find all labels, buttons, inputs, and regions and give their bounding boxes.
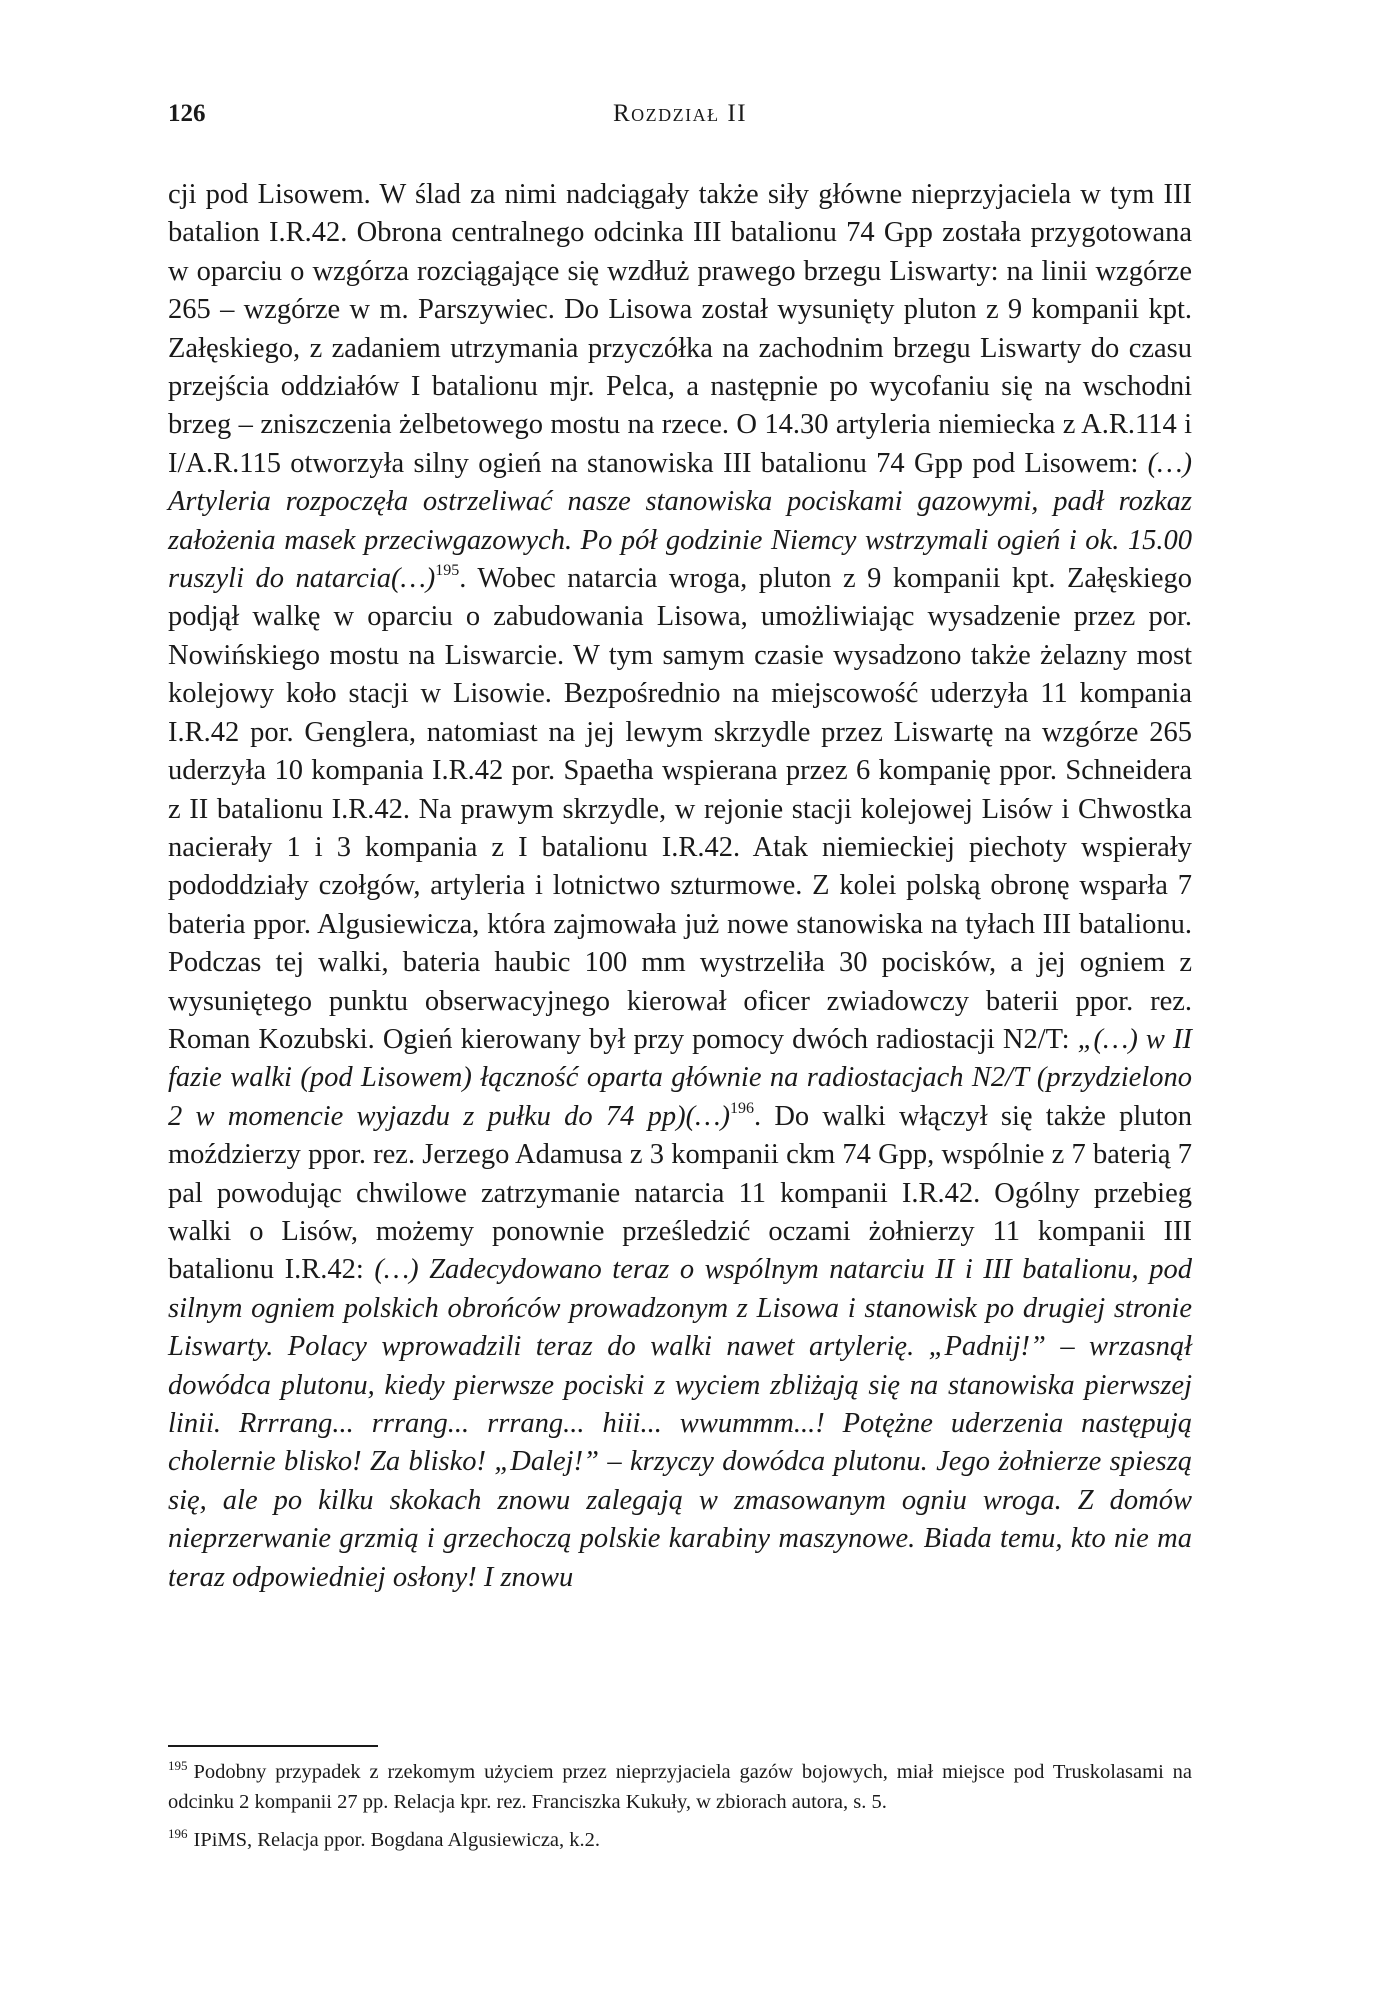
quotation-italic: (…) Artyleria rozpoczęła ostrzeliwać nasze stanowiska pociskami gazowymi, padł rozkaz założenia masek przeciwgazowych. Po pół godzinie Niemcy wstrzymali ogień i ok. 15.00 ruszyli do natarcia(…) xyxy=(168,447,1192,595)
footnote-ref-196: 196 xyxy=(729,1099,754,1117)
text-run: . Do walki włączył się także pluton moździerzy ppor. rez. Jerzego Adamusa z 3 kompanii ckm 74 Gpp, wspólnie z 7 baterią 7 pal powodując chwilowe zatrzymanie natarcia 11 kompanii I.R.42. Ogólny przebieg walki o Lisów, możemy ponownie prześledzić oczami żołnierzy 11 kompanii III batalionu I.R.42: xyxy=(168,1100,1192,1286)
footnote-number: 195 xyxy=(168,1758,188,1773)
main-paragraph xyxy=(168,176,1192,1597)
chapter-title: Rozdział II xyxy=(612,100,748,127)
footnote-ref-195: 195 xyxy=(435,562,460,580)
footnote-text: Podobny przypadek z rzekomym użyciem przez nieprzyjaciela gazów bojowych, miał miejsce pod Truskolasami na odcinku 2 kompanii 27 pp. Relacja kpr. rez. Franciszka Kukuły, w zbiorach autora, s. 5. xyxy=(168,1761,1192,1813)
quotation-italic: „(…) w II fazie walki (pod Lisowem) łączność oparta głównie na radiostacjach N2/T (przydzielono 2 w momencie wyjazdu z pułku do 74 pp)(…) xyxy=(168,1023,1192,1132)
text-run: cji pod Lisowem. W ślad za nimi nadciągały także siły główne nieprzyjaciela w tym III batalion I.R.42. Obrona centralnego odcinka III batalionu 74 Gpp została przygotowana w oparciu o wzgórza rozciągające się wzdłuż prawego brzegu Liswarty: na linii wzgórze 265 – wzgórze w m. Parszywiec. Do Lisowa został wysunięty pluton z 9 kompanii kpt. Załęskiego, z zadaniem utrzymania przyczółka na zachodnim brzegu Liswarty do czasu przejścia oddziałów I batalionu mjr. Pelca, a następnie po wycofaniu się na wschodni brzeg – zniszczenia żelbetowego mostu na rzece. O 14.30 artyleria niemiecka z A.R.114 i I/A.R.115 otworzyła silny ogień na stanowiska III batalionu 74 Gpp pod Lisowem: xyxy=(168,179,1192,479)
quotation-italic: (…) Zadecydowano teraz o wspólnym natarciu II i III batalionu, pod silnym ogniem polskich obrońców prowadzonym z Lisowa i stanowisk po drugiej stronie Liswarty. Polacy wprowadzili teraz do walki nawet artylerię. „Padnij!” – wrzasnął dowódca plutonu, kiedy pierwsze pociski z wyciem zbliżają się na stanowiska pierwszej linii. Rrrrang... rrrang... rrrang... hiii... wwummm...! Potężne uderzenia następują cholernie blisko! Za blisko! „Dalej!” – krzyczy dowódca plutonu. Jego żołnierze spieszą się, ale po kilku skokach znowu zalegają w zmasowanym ogniu wroga. Z domów nieprzerwanie grzmią i grzechoczą polskie karabiny maszynowe. Biada temu, kto nie ma teraz odpowiedniej osłony! I znowu xyxy=(168,1254,1192,1593)
footnote-196 xyxy=(168,1825,1192,1855)
footnote-195 xyxy=(168,1757,1192,1817)
footnote-text: IPiMS, Relacja ppor. Bogdana Algusiewicza, k.2. xyxy=(193,1829,601,1851)
footnote-separator xyxy=(168,1745,378,1747)
footnotes xyxy=(168,1745,1192,1863)
footnote-number: 196 xyxy=(168,1826,188,1841)
running-head xyxy=(168,100,1192,136)
text-run: . Wobec natarcia wroga, pluton z 9 kompanii kpt. Załęskiego podjął walkę w oparciu o zabudowania Lisowa, umożliwiając wysadzenie przez por. Nowińskiego mostu na Liswarcie. W tym samym czasie wysadzono także żelazny most kolejowy koło stacji w Lisowie. Bezpośrednio na miejscowość uderzyła 11 kompania I.R.42 por. Genglera, natomiast na jej lewym skrzydle przez Liswartę na wzgórze 265 uderzyła 10 kompania I.R.42 por. Spaetha wspierana przez 6 kompanię ppor. Schneidera z II batalionu I.R.42. Na prawym skrzydle, w rejonie stacji kolejowej Lisów i Chwostka nacierały 1 i 3 kompania z I batalionu I.R.42. Atak niemieckiej piechoty wspierały pododdziały czołgów, artyleria i lotnictwo szturmowe. Z kolei polską obronę wsparła 7 bateria ppor. Algusiewicza, która zajmowała już nowe stanowiska na tyłach III batalionu. Podczas tej walki, bateria haubic 100 mm wystrzeliła 30 pocisków, a jej ogniem z wysuniętego punktu obserwacyjnego kierował oficer zwiadowczy baterii ppor. rez. Roman Kozubski. Ogień kierowany był przy pomocy dwóch radiostacji N2/T: xyxy=(168,563,1192,1055)
page-number: 126 xyxy=(168,100,206,127)
body-text xyxy=(168,176,1192,1597)
